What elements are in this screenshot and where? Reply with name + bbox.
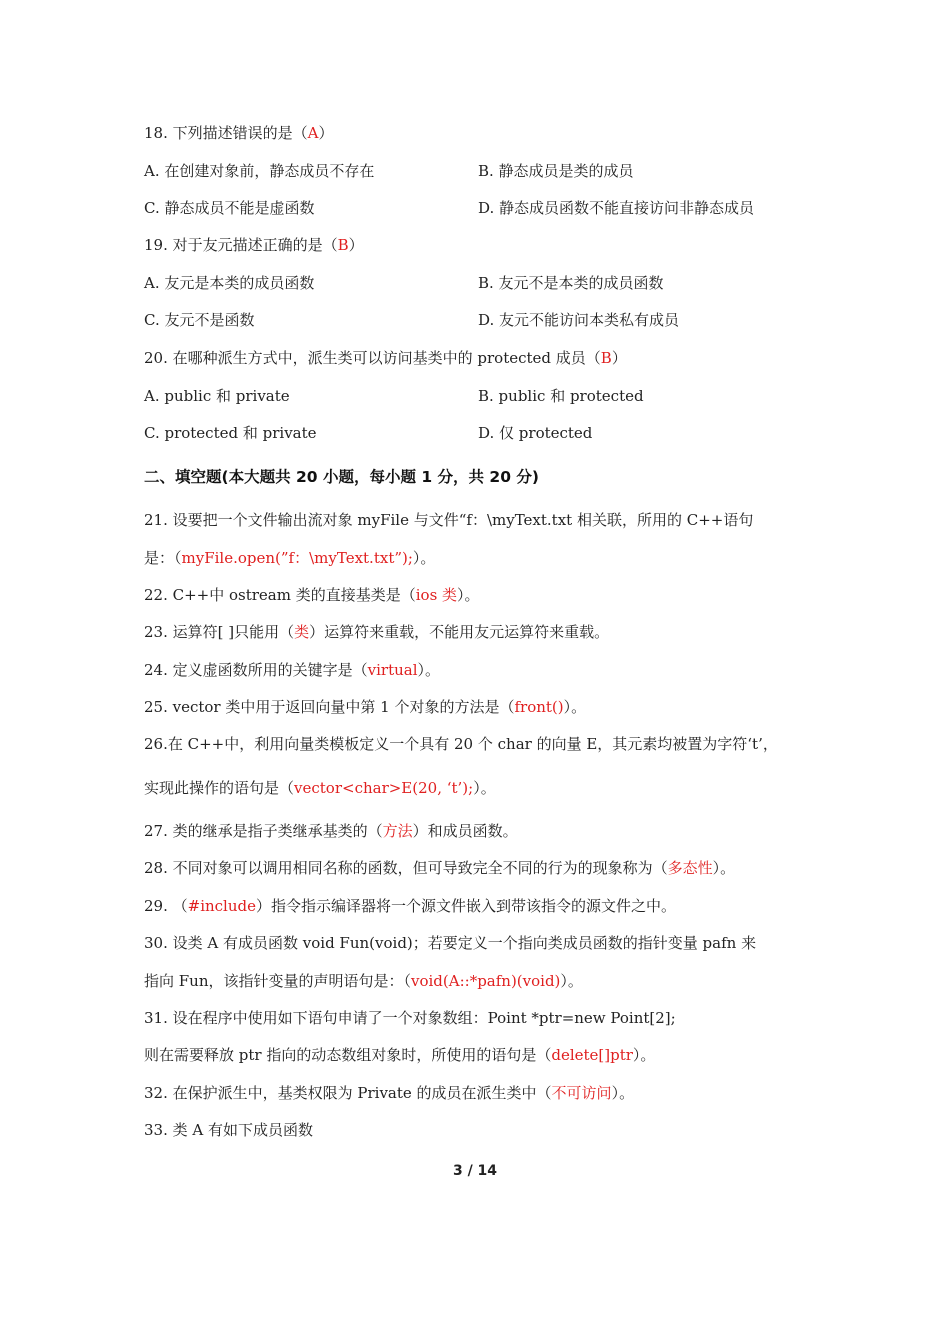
question-text: 实现此操作的语句是（ [144, 779, 295, 797]
question-text: ）运算符来重载，不能用友元运算符来重载。 [309, 623, 610, 641]
answer: 类 [294, 623, 310, 641]
answer: ios 类 [415, 586, 458, 604]
question-25 [144, 697, 586, 717]
question-text: ）。 [611, 1084, 635, 1102]
answer: front() [514, 698, 564, 716]
question-stem: 19. 对于友元描述正确的是（ [144, 236, 338, 254]
question-text: 25. vector 类中用于返回向量中第 1 个对象的方法是（ [144, 698, 515, 716]
option-d: D. 静态成员函数不能直接访问非静态成员 [478, 199, 755, 217]
option-c: C. 友元不是函数 [144, 311, 255, 329]
option-b: B. 友元不是本类的成员函数 [478, 274, 664, 292]
section-heading: 二、填空题(本大题共 20 小题，每小题 1 分，共 20 分) [144, 468, 539, 486]
option-c: C. 静态成员不能是虚函数 [144, 199, 315, 217]
answer: 不可访问 [551, 1084, 612, 1102]
question-close: ） [318, 124, 334, 142]
option-a: A. public 和 private [144, 387, 290, 405]
question-23 [144, 622, 609, 642]
answer: vector<char>E(20, ‘t’); [294, 779, 474, 797]
question-text: ）和成员函数。 [412, 822, 518, 840]
question-28 [144, 858, 735, 878]
question-text: ）。 [457, 586, 480, 604]
option-d: D. 仅 protected [478, 424, 593, 442]
question-30-line2 [144, 971, 583, 991]
question-19 [144, 235, 364, 255]
question-18 [144, 123, 333, 143]
question-31-line1: 31. 设在程序中使用如下语句申请了一个对象数组：Point *ptr=new Point[2]; [144, 1009, 676, 1027]
question-text: 32. 在保护派生中，基类权限为 Private 的成员在派生类中（ [144, 1084, 552, 1102]
question-24 [144, 660, 440, 680]
option-a: A. 友元是本类的成员函数 [144, 274, 315, 292]
question-text: 23. 运算符[ ]只能用（ [144, 623, 295, 641]
question-stem: 18. 下列描述错误的是（ [144, 124, 308, 142]
question-close: ） [611, 349, 627, 367]
question-26-line2 [144, 778, 496, 798]
question-22 [144, 585, 480, 605]
question-text: 24. 定义虚函数所用的关键字是（ [144, 661, 368, 679]
answer: delete[]ptr [551, 1046, 633, 1064]
option-a: A. 在创建对象前，静态成员不存在 [144, 162, 375, 180]
question-20 [144, 348, 627, 368]
question-31-line2 [144, 1045, 655, 1065]
answer: B [600, 349, 612, 367]
answer: 方法 [382, 822, 413, 840]
option-b: B. 静态成员是类的成员 [478, 162, 634, 180]
question-33: 33. 类 A 有如下成员函数 [144, 1121, 313, 1139]
question-text: 22. C++中 ostream 类的直接基类是（ [144, 586, 416, 604]
question-26-line1: 26.在 C++中，利用向量类模板定义一个具有 20 个 char 的向量 E，其元素均被置为字符‘t’， [144, 735, 778, 753]
question-27 [144, 821, 518, 841]
answer: #include [187, 897, 256, 915]
answer: myFile.open(”f：\myText.txt”); [181, 549, 413, 567]
option-d: D. 友元不能访问本类私有成员 [478, 311, 680, 329]
question-text: 28. 不同对象可以调用相同名称的函数，但可导致完全不同的行为的现象称为（ [144, 859, 668, 877]
question-text: ）。 [417, 661, 441, 679]
question-text: 指向 Fun，该指针变量的声明语句是：（ [144, 972, 411, 990]
question-21-line2 [144, 548, 435, 568]
question-text: 是：（ [144, 549, 182, 567]
question-text: ）。 [563, 698, 587, 716]
question-text: ）指令指示编译器将一个源文件嵌入到带该指令的源文件之中。 [256, 897, 677, 915]
option-c: C. protected 和 private [144, 424, 317, 442]
page-number: 3 / 14 [452, 1163, 498, 1179]
answer: 多态性 [667, 859, 713, 877]
question-32 [144, 1083, 634, 1103]
option-b: B. public 和 protected [478, 387, 644, 405]
question-text: ）。 [412, 549, 436, 567]
question-text: ）。 [712, 859, 736, 877]
question-text: ）。 [560, 972, 583, 990]
question-close: ） [348, 236, 364, 254]
question-stem: 20. 在哪种派生方式中，派生类可以访问基类中的 protected 成员（ [144, 349, 601, 367]
question-text: 则在需要释放 ptr 指向的动态数组对象时，所使用的语句是（ [144, 1046, 552, 1064]
question-29 [144, 896, 676, 916]
question-text: 29. （ [144, 897, 188, 915]
question-30-line1: 30. 设类 A 有成员函数 void Fun(void)；若要定义一个指向类成员函数的指针变量 pafn 来 [144, 934, 757, 952]
answer: void(A::*pafn)(void) [411, 972, 561, 990]
answer: B [337, 236, 349, 254]
question-text: ）。 [473, 779, 496, 797]
question-text: ）。 [632, 1046, 656, 1064]
question-21-line1: 21. 设要把一个文件输出流对象 myFile 与文件“f：\myText.txt 相关联，所用的 C++语句 [144, 511, 754, 529]
answer: virtual [367, 661, 418, 679]
question-text: 27. 类的继承是指子类继承基类的（ [144, 822, 383, 840]
answer: A [307, 124, 319, 142]
